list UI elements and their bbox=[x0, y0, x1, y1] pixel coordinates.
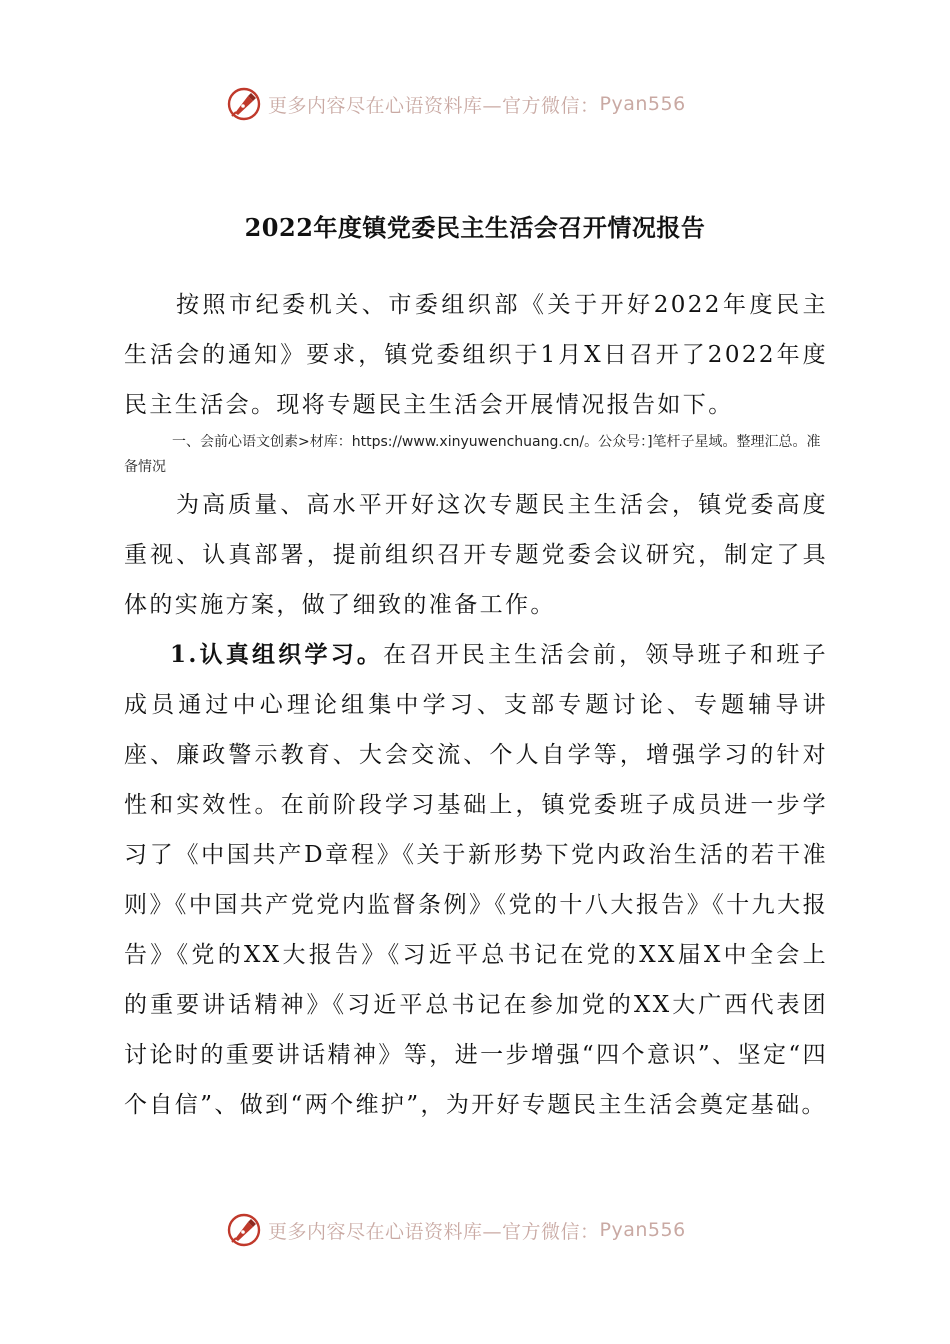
preparation-paragraph: 为高质量、高水平开好这次专题民主生活会，镇党委高度重视、认真部署，提前组织召开专题党委会议研究，制定了具体的实施方案，做了细致的准备工作。 bbox=[124, 492, 828, 618]
header-banner-account: Pyan556 bbox=[599, 93, 686, 115]
study-body-text: 在召开民主生活会前，领导班子和班子成员通过中心理论组集中学习、支部专题讨论、专题辅导讲座、廉政警示教育、大会交流、个人自学等，增强学习的针对性和实效性。在前阶段学习基础上，镇党委班子成员进一步学习了《中国共产D章程》《关于新形势下党内政治生活的若干准则》《中国共产党党内监督条例》《党的十八大报告》《十九大报告》《党的XX大报告》《习近平总书记在党的XX届X中全会上的重要讲话精神》《习近平总书记在参加党的XX大广西代表团讨论时的重要讲话精神》等，进一步增强“四个意识”、坚定“四个自信”、做到“两个维护”，为开好专题民主生活会奠定基础。 bbox=[124, 642, 828, 1118]
intro-paragraph: 按照市纪委机关、市委组织部《关于开好2022年度民主生活会的通知》要求，镇党委组织于1月X日召开了2022年度民主生活会。现将专题民主生活会开展情况报告如下。 bbox=[124, 292, 828, 418]
study-paragraph bbox=[124, 630, 828, 1130]
section-heading-note: 一、会前心语文创素>材库：https://www.xinyuwenchuang.cn/。公众号：]笔杆子星域。整理汇总。准备情况 bbox=[124, 434, 821, 475]
document-title: 2022年度镇党委民主生活会召开情况报告 bbox=[244, 213, 706, 242]
footer-banner-account: Pyan556 bbox=[599, 1219, 686, 1241]
header-banner bbox=[0, 84, 950, 124]
pen-nib-logo-icon bbox=[226, 86, 262, 122]
footer-banner bbox=[0, 1210, 950, 1250]
header-banner-content bbox=[226, 84, 686, 124]
pen-nib-logo-icon bbox=[226, 1212, 262, 1248]
header-banner-text: 更多内容尽在心语资料库—官方微信： bbox=[268, 94, 600, 117]
footer-banner-content bbox=[226, 1210, 686, 1250]
footer-banner-text: 更多内容尽在心语资料库—官方微信： bbox=[268, 1220, 600, 1243]
study-lead-heading: 1.认真组织学习。 bbox=[170, 641, 384, 668]
